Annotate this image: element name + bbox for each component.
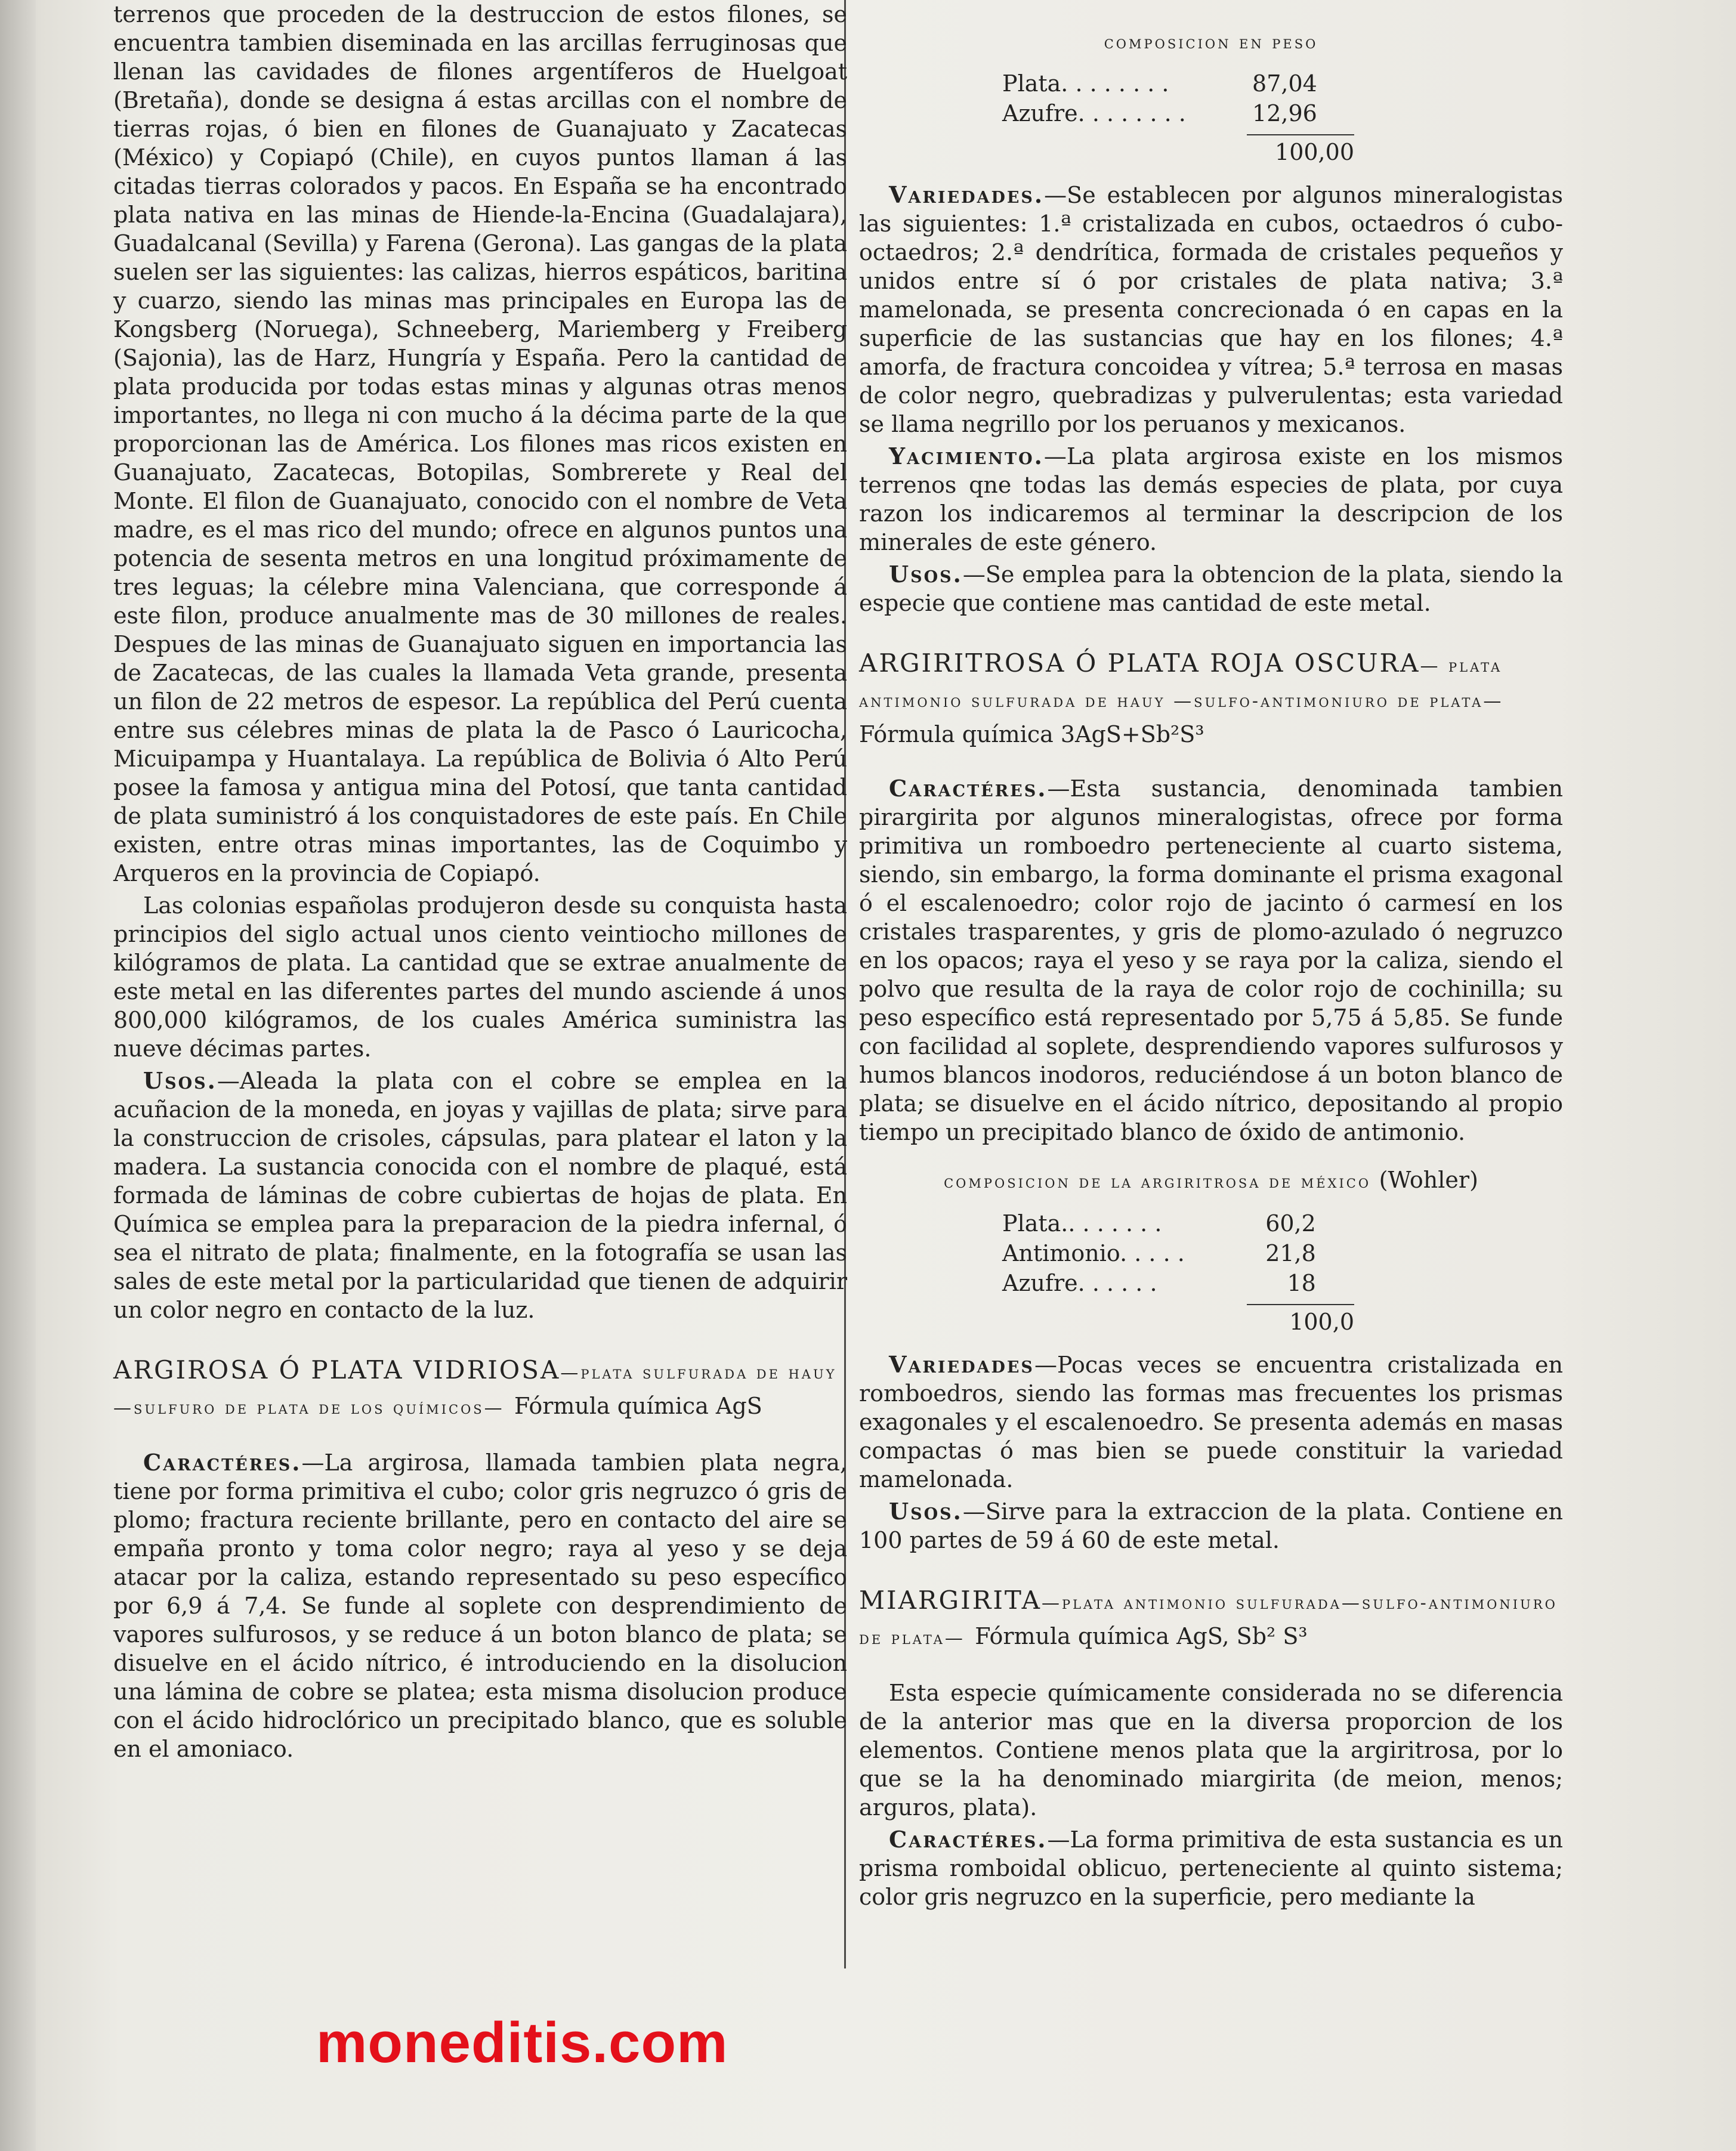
composition-author: (Wohler) bbox=[1379, 1167, 1478, 1193]
element-value: 60,2 bbox=[1265, 1210, 1316, 1237]
paragraph-usos-2 bbox=[859, 1497, 1563, 1554]
paragraph-usos bbox=[113, 1067, 847, 1324]
table-row bbox=[1002, 1209, 1316, 1238]
composition-title-text: composicion de la argiritrosa de méxico bbox=[944, 1172, 1371, 1192]
text-usos: —Aleada la plata con el cobre se emplea en la acuñacion de la moneda, en joyas y vajillas de plata; sirve para la construccion de crisoles, cápsulas, para platear el laton y la madera. La sustancia conocida con el nombre de plaqué, está formada de láminas de cobre cubiertas de hojas de plata. En Química se emplea para la preparacion de la piedra infernal, ó sea el nitrato de plata; finalmente, en la fotografía se usan las sales de este metal por la particularidad que tienen de adquirir un color negro en contacto de la luz. bbox=[113, 1068, 847, 1323]
composition-total-1: 100,00 bbox=[1247, 134, 1354, 169]
element-value: 87,04 bbox=[1252, 70, 1317, 97]
label-usos: Usos. bbox=[143, 1067, 217, 1094]
paragraph-variedades-2 bbox=[859, 1350, 1563, 1494]
formula-argirosa: Fórmula química AgS bbox=[514, 1393, 762, 1419]
paragraph-silver-deposits: terrenos que proceden de la destruccion de estos filones, se encuentra tambien diseminada en las arcillas ferruginosas que llenan las cavidades de filones argentíferos de Huelgoat (Bretaña), donde se designa á estas arcillas con el nombre de tierras rojas, ó bien en filones de Guanajuato y Zacatecas (México) y Copiapó (Chile), en cuyos puntos llaman á las citadas tierras colorados y pacos. En España se ha encontrado plata nativa en las minas de Hiende-la-Encina (Guadalajara), Guadalcanal (Sevilla) y Farena (Gerona). Las gangas de la plata suelen ser las siguientes: las calizas, hierros espáticos, baritina y cuarzo, siendo las minas mas principales en Europa las de Kongsberg (Noruega), Schneeberg, Mariemberg y Freiberg (Sajonia), las de Harz, Hungría y España. Pero la cantidad de plata producida por todas estas minas y algunas otras menos importantes, no llega ni con mucho á la décima parte de la que proporcionan las de América. Los filones mas ricos existen en Guanajuato, Zacatecas, Botopilas, Sombrerete y Real del Monte. El filon de Guanajuato, conocido con el nombre de Veta madre, es el mas rico del mundo; ofrece en algunos puntos una potencia de sesenta metros en una longitud próximamente de tres leguas; la célebre mina Valenciana, que corresponde á este filon, produce anualmente mas de 30 millones de reales. Despues de las minas de Guanajuato siguen en importancia las de Zacatecas, de las cuales la llamada Veta grande, presenta un filon de 22 metros de espesor. La república del Perú cuenta entre sus célebres minas de plata la de Pasco ó Lauricocha, Micuipampa y Huantalaya. La república de Bolivia ó Alto Perú posee la famosa y antigua mina del Potosí, que tanta cantidad de plata suministró á los conquistadores de este país. En Chile existen, entre otras minas importantes, las de Coquimbo y Arqueros en la provincia de Copiapó. bbox=[113, 1, 847, 886]
paragraph-variedades bbox=[859, 181, 1563, 438]
table-row bbox=[1002, 1268, 1316, 1298]
title-argiritrosa: ARGIRITROSA Ó PLATA ROJA OSCURA bbox=[859, 648, 1420, 678]
composition-table-1 bbox=[1002, 69, 1317, 128]
text-yacimiento: —La plata argirosa existe en los mismos terrenos qne todas las demás especies de plata, por cuya razon los indicaremos al terminar la descripcion de los minerales de este género. bbox=[859, 443, 1563, 555]
label-variedades: Variedades bbox=[889, 1351, 1034, 1378]
subtitle-miargirita: —plata antimonio sulfurada—sulfo-antimoniuro de plata— bbox=[859, 1593, 1558, 1649]
subtitle-argirosa: —plata sulfurada de hauy—sulfuro de plata de los químicos— bbox=[113, 1362, 837, 1418]
table-row bbox=[1002, 98, 1317, 128]
table-row bbox=[1002, 69, 1317, 98]
text-caracteres: —La forma primitiva de esta sustancia es un prisma romboidal oblicuo, perteneciente al quinto sistema; color gris negruzco en la superficie, pero mediante la bbox=[859, 1827, 1563, 1910]
paragraph-colonies: Las colonias españolas produjeron desde su conquista hasta principios del siglo actual unos ciento veintiocho millones de kilógramos de plata. La cantidad que se extrae anualmente de este metal en las diferentes partes del mundo asciende á unos 800,000 kilógramos, de los cuales América suministra las nueve décimas partes. bbox=[113, 892, 847, 1062]
text-usos: —Se emplea para la obtencion de la plata, siendo la especie que contiene mas cantidad de este metal. bbox=[859, 561, 1563, 616]
label-yacimiento: Yacimiento. bbox=[889, 443, 1044, 469]
composition-title-2 bbox=[859, 1167, 1563, 1193]
element-value: 12,96 bbox=[1252, 100, 1317, 126]
text-variedades: —Se establecen por algunos mineralogistas las siguientes: 1.ª cristalizada en cubos, octaedros ó cubo-octaedros; 2.ª dendrítica, formada de cristales pequeños y unidos entre sí ó por cristales de plata nativa; 3.ª mamelonada, se presenta concrecionada ó en capas en la superficie de las sustancias que hay en los filones; 4.ª amorfa, de fractura concoidea y vítrea; 5.ª terrosa en masas de color negro, quebradizas y pulverulentas; esta variedad se llama negrillo por los peruanos y mexicanos. bbox=[859, 182, 1563, 437]
text-caracteres: —La argirosa, llamada tambien plata negra, tiene por forma primitiva el cubo; color gris negruzco ó gris de plomo; fractura reciente brillante, pero en contacto del aire se empaña pronto y toma color negro; raya al yeso y se deja atacar por la caliza, estando representado su peso específico por 6,9 á 7,4. Se funde al soplete con desprendimiento de vapores sulfurosos, y se reduce á un boton blanco de plata; se disuelve en el ácido nítrico, é introduciendo en la disolucion una lámina de cobre se platea; esta misma disolucion produce con el ácido hidroclórico un precipitado blanco, que es soluble en el amoniaco. bbox=[113, 1450, 847, 1762]
text-caracteres: —Esta sustancia, denominada tambien pirargirita por algunos mineralogistas, ofrece por forma primitiva un romboedro perteneciente al cuarto sistema, siendo, sin embargo, la forma dominante el prisma exagonal ó el escalenoedro; color rojo de jacinto ó carmesí en los cristales trasparentes, y gris de plomo-azulado ó negruzco en los opacos; raya el yeso y se raya por la caliza, siendo el polvo que resulta de la raya de color rojo de cochinilla; su peso específico está representado por 5,75 á 5,85. Se funde con facilidad al soplete, desprendiendo vapores sulfurosos y humos blancos inodoros, reduciéndose á un boton blanco de plata; se disuelve en el ácido nítrico, depositando al propio tiempo un precipitado blanco de óxido de antimonio. bbox=[859, 775, 1563, 1145]
paragraph-yacimiento bbox=[859, 442, 1563, 557]
element-name: Antimonio. . . . . bbox=[1002, 1240, 1185, 1266]
label-usos: Usos. bbox=[889, 1498, 963, 1525]
paragraph-caracteres-miargirita bbox=[859, 1825, 1563, 1911]
label-variedades: Variedades. bbox=[889, 181, 1045, 208]
paragraph-caracteres-argirosa bbox=[113, 1448, 847, 1763]
paragraph-usos-right bbox=[859, 560, 1563, 617]
text-usos: —Sirve para la extraccion de la plata. Contiene en 100 partes de 59 á 60 de este metal. bbox=[859, 1498, 1563, 1553]
right-column bbox=[859, 0, 1563, 1915]
left-column bbox=[113, 0, 847, 1767]
formula-argiritrosa: Fórmula química 3AgS+Sb²S³ bbox=[859, 721, 1204, 747]
element-name: Plata.. . . . . . . bbox=[1002, 1210, 1162, 1237]
table-row bbox=[1002, 1238, 1316, 1268]
label-caracteres: Caractéres. bbox=[889, 1826, 1048, 1853]
composition-table-2 bbox=[1002, 1209, 1316, 1298]
paragraph-caracteres-argiritrosa bbox=[859, 774, 1563, 1146]
heading-argirosa bbox=[113, 1354, 847, 1424]
composition-total-2: 100,0 bbox=[1247, 1304, 1354, 1339]
label-caracteres: Caractéres. bbox=[143, 1449, 302, 1476]
element-name: Azufre. . . . . . bbox=[1002, 1270, 1157, 1296]
label-usos: Usos. bbox=[889, 561, 963, 588]
element-value: 18 bbox=[1287, 1270, 1316, 1296]
text-variedades: —Pocas veces se encuentra cristalizada en romboedros, siendo las formas mas frecuentes los prismas exagonales y el escalenoedro. Se presenta además en masas compactas ó mas bien se puede constituir la variedad mamelonada. bbox=[859, 1352, 1563, 1492]
book-spine bbox=[0, 0, 36, 2151]
element-value: 21,8 bbox=[1265, 1240, 1316, 1266]
element-name: Plata. . . . . . . . bbox=[1002, 70, 1169, 97]
heading-miargirita bbox=[859, 1584, 1563, 1655]
title-miargirita: MIARGIRITA bbox=[859, 1586, 1042, 1615]
label-caracteres: Caractéres. bbox=[889, 775, 1048, 802]
title-argirosa: ARGIROSA Ó PLATA VIDRIOSA bbox=[113, 1355, 561, 1384]
heading-argiritrosa bbox=[859, 647, 1563, 750]
element-name: Azufre. . . . . . . . bbox=[1002, 100, 1186, 126]
subtitle-argiritrosa: — plata antimonio sulfurada de hauy —sulfo-antimoniuro de plata— bbox=[859, 656, 1504, 712]
formula-miargirita: Fórmula química AgS, Sb² S³ bbox=[975, 1623, 1308, 1649]
paragraph-miargirita: Esta especie químicamente considerada no se diferencia de la anterior mas que en la diversa proporcion de los elementos. Contiene menos plata que la argiritrosa, por lo que se la ha denominado miargirita (de meion, menos; arguros, plata). bbox=[859, 1680, 1563, 1821]
composition-title-1: composicion en peso bbox=[1104, 32, 1318, 53]
watermark-logo: moneditis.com bbox=[316, 2011, 728, 2075]
